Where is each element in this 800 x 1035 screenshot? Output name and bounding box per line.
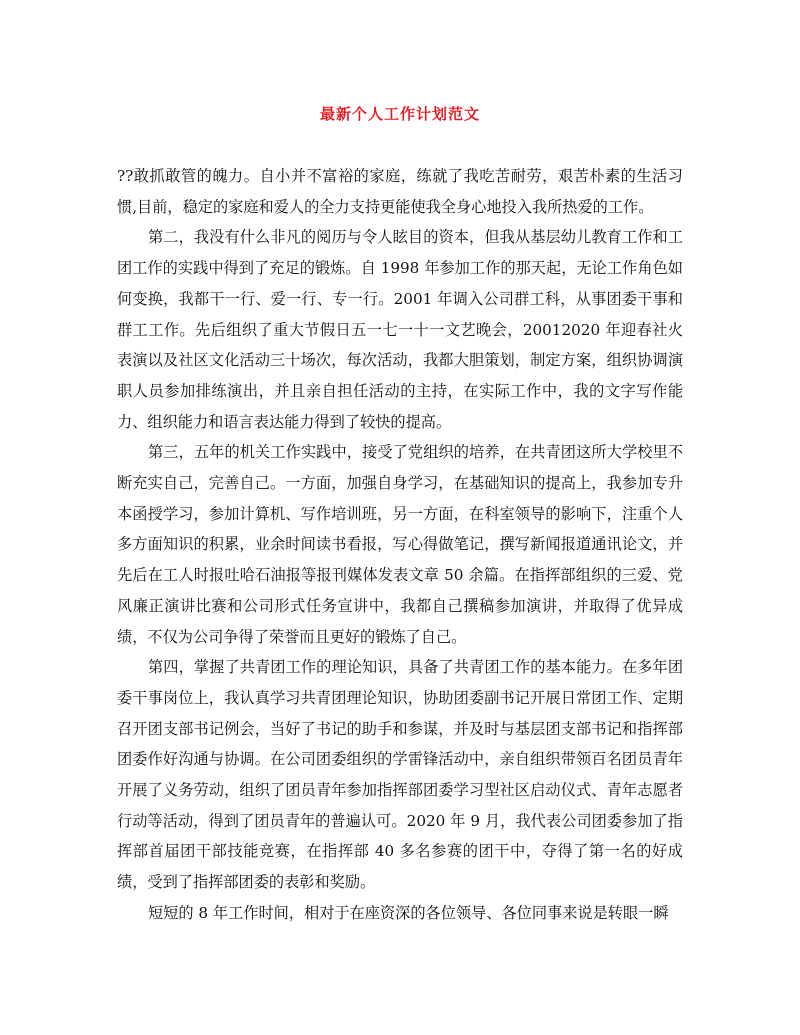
- paragraph-closing: 短短的 8 年工作时间，相对于在座资深的各位领导、各位同事来说是转眼一瞬: [148, 903, 669, 922]
- document-title: 最新个人工作计划范文: [319, 105, 480, 123]
- paragraph-third: 第三，五年的机关工作实践中，接受了党组织的培养，在共青团这所大学校里不断充实自己，完善自己。一方面，加强自身学习，在基础知识的提高上，我参加专升本函授学习，参加计算机、写作培训班，另一方面，在科室领导的影响下，注重个人多方面知识的积累，业余时间读书看报，写心得做笔记，撰写新闻报道通讯论文，并先后在工人时报吐哈石油报等报刊媒体发表文章 50 余篇。在指挥部组织的三爱、党风廉正演讲比赛和公司形式任务宣讲中，我都自己撰稿参加演讲，并取得了优异成绩，不仅为公司争得了荣誉而且更好的锻炼了自己。: [117, 443, 683, 646]
- paragraph-second: 第二，我没有什么非凡的阅历与令人眩目的资本，但我从基层幼儿教育工作和工团工作的实践中得到了充足的锻炼。自 1998 年参加工作的那天起，无论工作角色如何变换，我都干一行、爱一行、专一行。2001 年调入公司群工科，从事团委干事和群工工作。先后组织了重大节假日五一七一十一文艺晚会，20012020 年迎春社火表演以及社区文化活动三十场次，每次活动，我都大胆策划，制定方案，组织协调演职人员参加排练演出，并且亲自担任活动的主持，在实际工作中，我的文字写作能力、组织能力和语言表达能力得到了较快的提高。: [117, 228, 683, 431]
- paragraph-continued: ??敢抓敢管的魄力。自小并不富裕的家庭，练就了我吃苦耐劳，艰苦朴素的生活习惯,目前，稳定的家庭和爱人的全力支持更能使我全身心地投入我所热爱的工作。: [117, 167, 683, 216]
- paragraph-fourth: 第四，掌握了共青团工作的理论知识，具备了共青团工作的基本能力。在多年团委干事岗位上，我认真学习共青团理论知识，协助团委副书记开展日常团工作、定期召开团支部书记例会，当好了书记的助手和参谋，并及时与基层团支部书记和指挥部团委作好沟通与协调。在公司团委组织的学雷锋活动中，亲自组织带领百名团员青年开展了义务劳动，组织了团员青年参加指挥部团委学习型社区启动仪式、青年志愿者行动等活动，得到了团员青年的普遍认可。2020 年 9 月，我代表公司团委参加了指挥部首届团干部技能竞赛，在指挥部 40 多名参赛的团干中，夺得了第一名的好成绩，受到了指挥部团委的表彰和奖励。: [117, 658, 683, 892]
- document-body: [117, 161, 683, 929]
